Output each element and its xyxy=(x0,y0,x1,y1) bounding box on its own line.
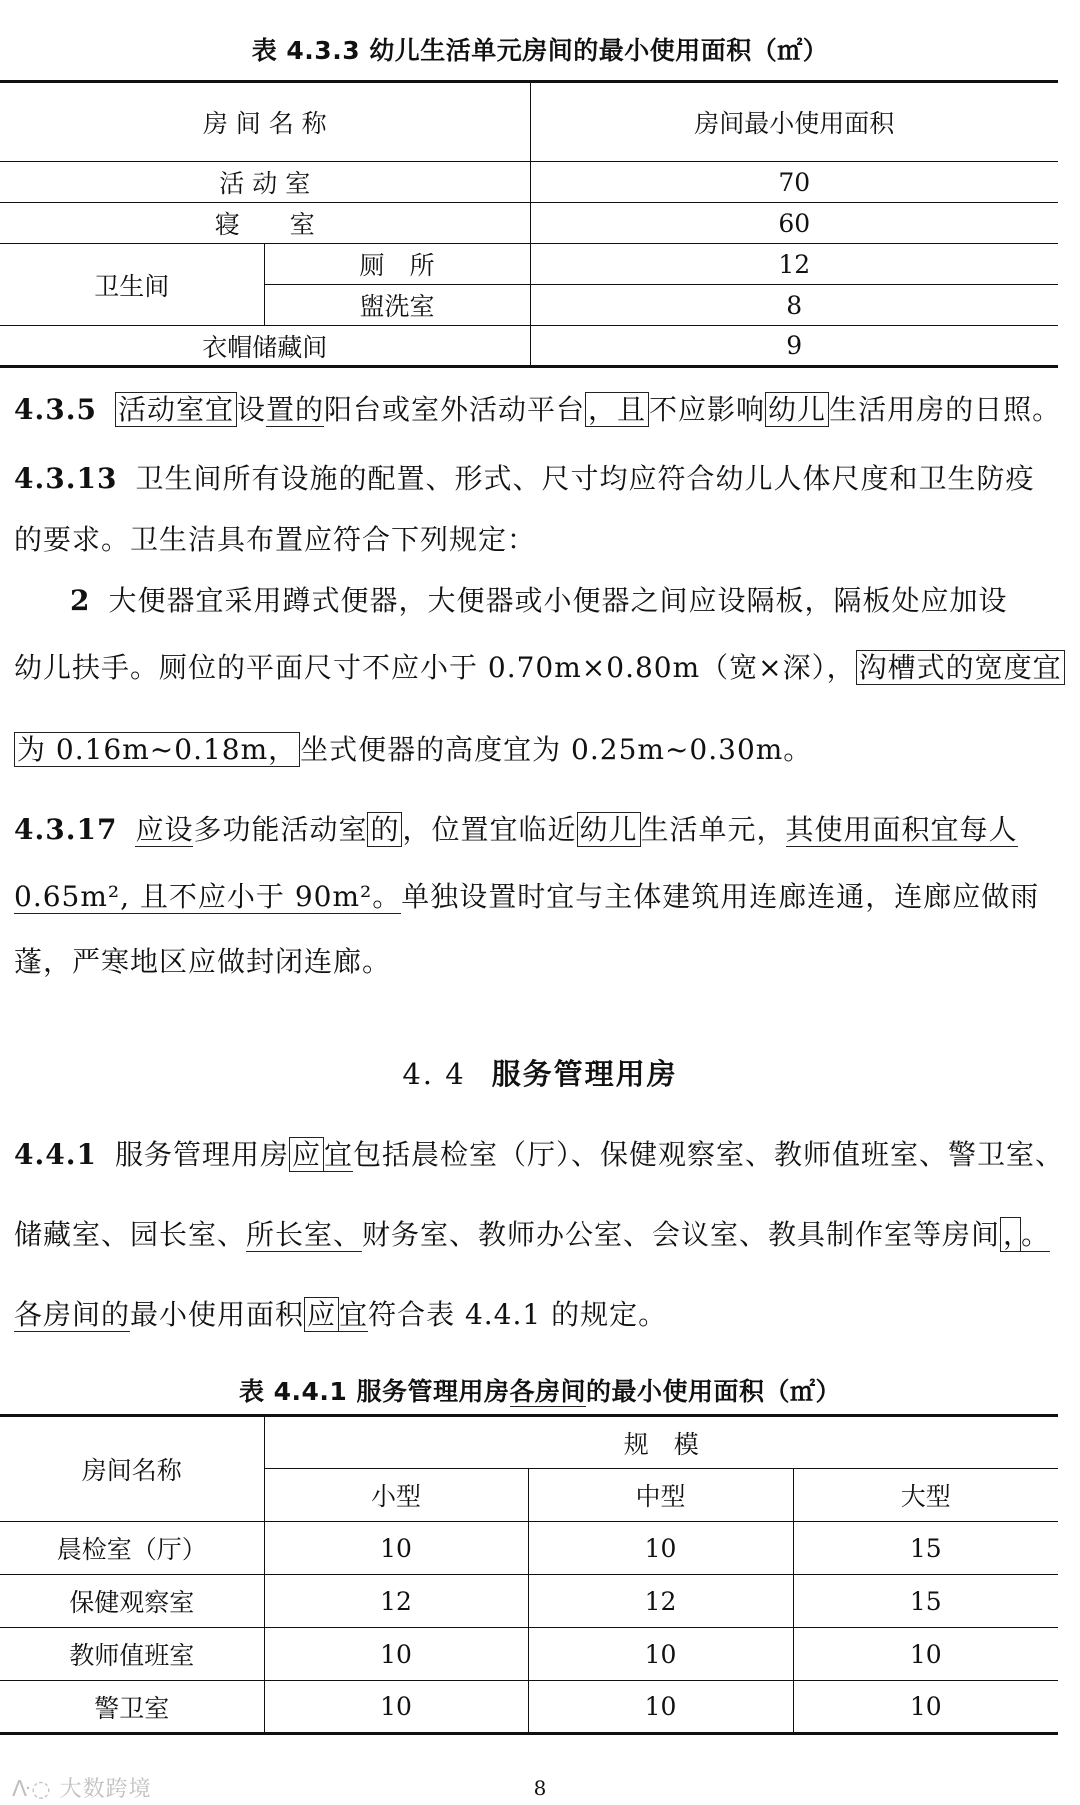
header-room-name: 房 间 名 称 xyxy=(0,82,530,162)
table-row xyxy=(0,1522,1058,1575)
item-number: 2 xyxy=(70,584,91,617)
small-cell: 10 xyxy=(264,1628,528,1681)
clause-4-4-1-line-3 xyxy=(14,1300,1066,1329)
room-name-cell: 厕 所 xyxy=(264,244,530,285)
text: 大便器宜采用蹲式便器，大便器或小便器之间应设隔板，隔板处应加设 xyxy=(108,584,1008,617)
room-name-cell: 寝 室 xyxy=(0,203,530,244)
header-small: 小型 xyxy=(264,1469,528,1522)
boxed-text: ，且 xyxy=(585,392,649,427)
room-name-cell: 活 动 室 xyxy=(0,162,530,203)
text: 生活用房的日照。 xyxy=(829,393,1062,426)
small-cell: 12 xyxy=(264,1575,528,1628)
text: 卫生间所有设施的配置、形式、尺寸均应符合幼儿人体尺度和卫生防疫 xyxy=(135,462,1035,495)
area-cell: 60 xyxy=(530,203,1058,244)
header-large: 大型 xyxy=(793,1469,1058,1522)
small-cell: 10 xyxy=(264,1522,528,1575)
table-4-3-3 xyxy=(0,80,1058,368)
item-2-line-3 xyxy=(14,735,1066,764)
underlined-text: 置的 xyxy=(265,393,324,426)
clause-4-4-1 xyxy=(14,1140,1066,1169)
text: 的要求。卫生洁具布置应符合下列规定： xyxy=(14,523,537,556)
watermark-icon: ᐽ◌ xyxy=(12,1777,60,1802)
boxed-text: 沟槽式的宽度宜 xyxy=(856,650,1065,685)
area-cell: 12 xyxy=(530,244,1058,285)
text: 服务管理用房 xyxy=(114,1138,289,1171)
room-name-cell: 教师值班室 xyxy=(0,1628,264,1681)
text: 阳台或室外活动平台 xyxy=(324,393,586,426)
boxed-text: 应 xyxy=(304,1297,339,1332)
large-cell: 10 xyxy=(793,1681,1058,1734)
small-cell: 10 xyxy=(264,1681,528,1734)
clause-4-3-13-line-2 xyxy=(14,525,1066,554)
boxed-text: 为 0.16m~0.18m， xyxy=(14,732,300,767)
text: 幼儿扶手。厕位的平面尺寸不应小于 0.70m×0.80m（宽×深）， xyxy=(14,651,856,684)
boxed-text: 幼儿 xyxy=(577,812,641,847)
clause-4-3-5 xyxy=(14,395,1066,424)
text: ，位置宜临近 xyxy=(402,813,577,846)
underlined-text: 。 xyxy=(1021,1218,1051,1251)
underlined-text: 各房间 xyxy=(509,1377,587,1406)
table-header-row xyxy=(0,82,1058,162)
header-scale: 规 模 xyxy=(264,1416,1058,1469)
table-header-row xyxy=(0,1416,1058,1469)
underlined-text: 应设 xyxy=(135,813,194,846)
underlined-text: 宜 xyxy=(323,1138,353,1171)
text: 财务室、教师办公室、会议室、教具制作室等房间 xyxy=(362,1218,1001,1251)
item-2-line-2 xyxy=(14,653,1066,682)
room-name-cell: 晨检室（厅） xyxy=(0,1522,264,1575)
table-4-4-1 xyxy=(0,1414,1058,1735)
clause-number: 4.4.1 xyxy=(14,1138,97,1171)
table-row xyxy=(0,162,1058,203)
table-row xyxy=(0,203,1058,244)
area-cell: 9 xyxy=(530,326,1058,367)
text: 储藏室、园长室、 xyxy=(14,1218,247,1251)
text: 生活单元， xyxy=(640,813,786,846)
text: 表 4.4.1 服务管理用房 xyxy=(238,1377,510,1406)
clause-4-3-17-line-2 xyxy=(14,882,1066,911)
boxed-text: 幼儿 xyxy=(765,392,829,427)
medium-cell: 12 xyxy=(528,1575,793,1628)
item-2 xyxy=(70,586,1066,615)
header-room-name: 房间名称 xyxy=(0,1416,264,1522)
text: 设 xyxy=(236,393,266,426)
table-row xyxy=(0,1628,1058,1681)
boxed-text: 活动室宜 xyxy=(115,392,237,427)
text: 包括晨检室（厅）、保健观察室、教师值班室、警卫室、 xyxy=(353,1138,1065,1171)
room-name-cell: 保健观察室 xyxy=(0,1575,264,1628)
medium-cell: 10 xyxy=(528,1628,793,1681)
underlined-text: 0.65m², 且不应小于 90m²。 xyxy=(14,880,402,913)
header-min-area: 房间最小使用面积 xyxy=(530,82,1058,162)
text: 不应影响 xyxy=(649,393,766,426)
clause-4-3-17 xyxy=(14,815,1066,844)
clause-4-3-17-line-3 xyxy=(14,947,1066,976)
room-name-cell: 警卫室 xyxy=(0,1681,264,1734)
medium-cell: 10 xyxy=(528,1681,793,1734)
underlined-text: 各房间的 xyxy=(14,1298,131,1331)
medium-cell: 10 xyxy=(528,1522,793,1575)
underlined-text: 宜 xyxy=(339,1298,369,1331)
section-title: 服务管理用房 xyxy=(491,1057,678,1091)
text: 多功能活动室 xyxy=(193,813,368,846)
text: 蓬，严寒地区应做封闭连廊。 xyxy=(14,945,392,978)
header-medium: 中型 xyxy=(528,1469,793,1522)
watermark-text: 大数跨境 xyxy=(59,1777,152,1802)
table-row xyxy=(0,244,1058,285)
text: 坐式便器的高度宜为 0.25m~0.30m。 xyxy=(300,733,813,766)
page-number: 8 xyxy=(533,1776,547,1800)
section-heading xyxy=(0,1052,1080,1093)
room-name-cell: 盥洗室 xyxy=(264,285,530,326)
large-cell: 10 xyxy=(793,1628,1058,1681)
underlined-text: 其使用面积宜每人 xyxy=(785,813,1018,846)
large-cell: 15 xyxy=(793,1522,1058,1575)
group-cell-washroom: 卫生间 xyxy=(0,244,264,326)
area-cell: 8 xyxy=(530,285,1058,326)
table-row xyxy=(0,326,1058,367)
text: 单独设置时宜与主体建筑用连廊连通，连廊应做雨 xyxy=(401,880,1040,913)
table-caption: 表 4.3.3 幼儿生活单元房间的最小使用面积（㎡） xyxy=(251,36,829,65)
clause-number: 4.3.13 xyxy=(14,462,118,495)
table-row xyxy=(0,1575,1058,1628)
area-cell: 70 xyxy=(530,162,1058,203)
clause-4-3-13 xyxy=(14,464,1066,493)
table-row xyxy=(0,1681,1058,1734)
clause-4-4-1-line-2 xyxy=(14,1220,1066,1249)
clause-number: 4.3.5 xyxy=(14,393,97,426)
section-number: 4. 4 xyxy=(402,1057,466,1091)
underlined-text: 所长室、 xyxy=(246,1218,363,1251)
boxed-text: ， xyxy=(1000,1217,1021,1252)
large-cell: 15 xyxy=(793,1575,1058,1628)
boxed-text: 的 xyxy=(367,812,402,847)
text: 最小使用面积 xyxy=(130,1298,305,1331)
table-caption xyxy=(0,1372,1080,1408)
text: 的最小使用面积（㎡） xyxy=(586,1377,842,1406)
text: 符合表 4.4.1 的规定。 xyxy=(368,1298,668,1331)
room-name-cell: 衣帽储藏间 xyxy=(0,326,530,367)
clause-number: 4.3.17 xyxy=(14,813,118,846)
boxed-text: 应 xyxy=(289,1137,324,1172)
